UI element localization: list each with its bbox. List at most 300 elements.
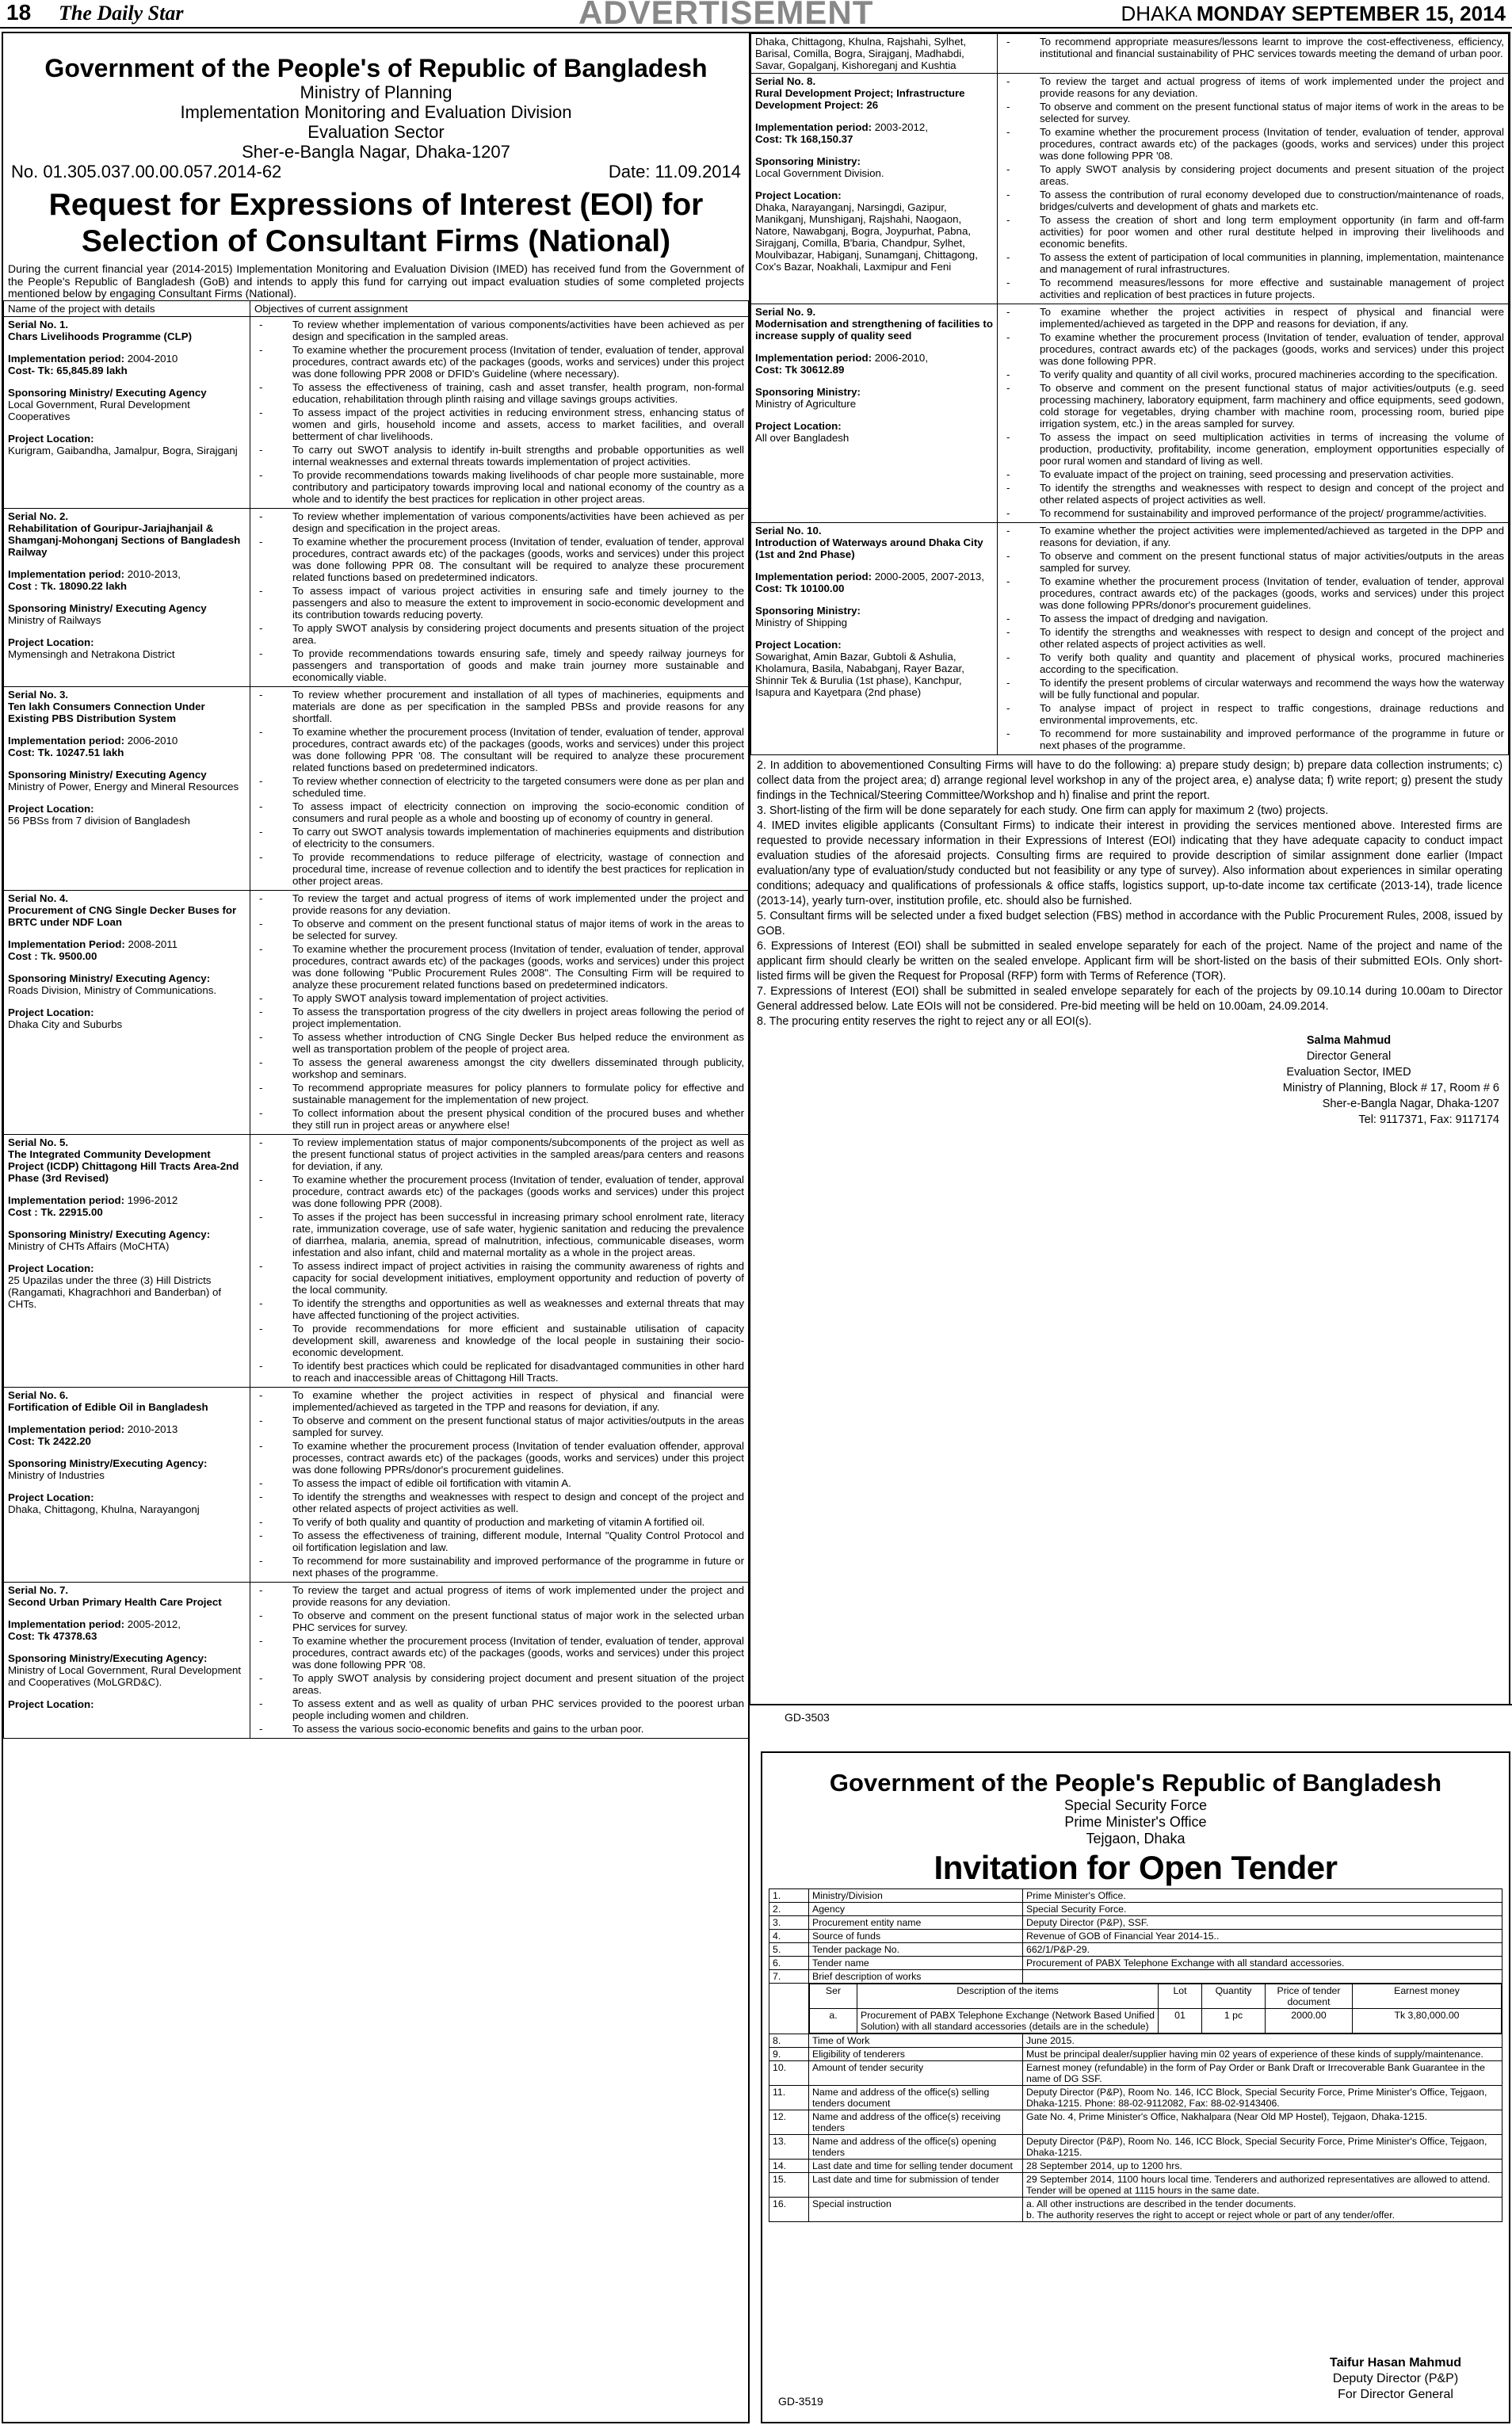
objective-item: - To assess impact of various project activities in ensuring safe and timely journey to the passengers and also to measure the extent to improvement in socio-economic development and its contribution towards reducing poverty.	[254, 585, 744, 621]
objectives-list	[254, 1584, 744, 1735]
objective-item: - To examine whether the project activities in respect of physical and financial were implemented/achieved as targeted in the DPP and reasons for deviation, if any.	[1002, 306, 1504, 330]
project-details	[4, 1582, 250, 1738]
table-row	[4, 316, 749, 508]
tender-row-number: 4.	[769, 1930, 809, 1943]
objective-item: - To examine whether the procurement process (Invitation of tender, evaluation of tender, approval procedures, contract awards etc) of the packages (goods, works and services) under this project was done following PPR '08. The consultant will be required to analyze these procurement related functions based on predetermined indicators.	[254, 726, 744, 773]
objective-item: - To apply SWOT analysis by considering project documents and present situation of the project areas.	[1002, 163, 1504, 187]
table-row	[751, 523, 1509, 755]
signatory-title: Director General	[1306, 1050, 1392, 1063]
objective-item: - To identify the strengths and weaknesses with respect to design and concept of the project and other related aspects of project activities as well.	[254, 1491, 744, 1514]
project-period: 2003-2012,	[874, 121, 929, 133]
tender-row	[769, 2198, 1502, 2222]
objective-item: - To provide recommendations towards ensuring safe, timely and speedy railway journeys for passengers and transportation of goods and make train journey more sustainable and economically viable.	[254, 647, 744, 683]
sponsoring-ministry: Local Government Division.	[755, 167, 884, 179]
table-row	[751, 34, 1509, 74]
location-label: Project Location:	[8, 1006, 94, 1018]
tender-row	[769, 1903, 1502, 1916]
objective-item: - To identify the present problems of circular waterways and recommend the ways how the waterway will be fully functional and popular.	[1002, 677, 1504, 701]
tender-table	[769, 1888, 1502, 2222]
tender-items-header	[810, 1984, 1502, 2009]
table-row	[4, 686, 749, 890]
sponsoring-ministry: Roads Division, Ministry of Communications.	[8, 983, 217, 996]
project-period: 1996-2012	[127, 1193, 178, 1206]
project-serial: Serial No. 8.	[755, 75, 816, 87]
period-label: Implementation Period:	[8, 938, 125, 950]
project-name: Chars Livelihoods Programme (CLP)	[8, 330, 193, 342]
eoi-title	[3, 187, 749, 260]
project-name: Rehabilitation of Gouripur-Jariajhanjail & Shamganj-Mohonganj Sections of Bangladesh Railway	[8, 521, 241, 558]
project-name: Ten lakh Consumers Connection Under Existing PBS Distribution System	[8, 700, 205, 724]
tender-row-number: 7.	[769, 1970, 809, 1984]
objective-item: - To assess indirect impact of project activities in raising the community awareness of rights and capacity for social development initiatives, employment opportunity and reduction of poverty of the local community.	[254, 1260, 744, 1296]
project-location: Dhaka, Narayanganj, Narsingdi, Gazipur, Manikganj, Munshiganj, Rajshahi, Naogaon, Natore, Nawabganj, Bogra, Joypurhat, Pabna, Sirajganj, Comilla, B'baria, Chandpur, Sylhet, Moulvibazar, Habiganj, Sunamganj, Chittagong, Cox's Bazar, Noakhali, Laxmipur and Feni	[755, 201, 978, 273]
location-label: Project Location:	[755, 639, 842, 651]
objective-item: - To review whether connection of electricity to the targeted consumers were done as per plan and scheduled time.	[254, 775, 744, 799]
tender-row-number: 15.	[769, 2173, 809, 2198]
objective-item: - To review whether implementation of various components/activities have been achieved as per design and specification in the project areas.	[254, 510, 744, 534]
project-cost: Cost: Tk 2422.20	[8, 1434, 91, 1447]
project-serial: Serial No. 6.	[8, 1388, 69, 1401]
objective-item: - To observe and comment on the present functional status of major work in the selected urban PHC services for survey.	[254, 1610, 744, 1633]
objective-item: - To examine whether the procurement process (Invitation of tender, evaluation of tender, approval procedures, contract awards etc) of the packages (goods, works and services) under this project was done following PPR '08.	[254, 1635, 744, 1671]
period-label: Implementation period:	[8, 1423, 125, 1435]
memo-date: Date: 11.09.2014	[608, 162, 742, 181]
tender-row-number: 13.	[769, 2135, 809, 2160]
tender-item-row	[810, 2009, 1502, 2034]
sponsoring-ministry: Ministry of Local Government, Rural Development and Cooperatives (MoLGRD&C).	[8, 1663, 242, 1688]
items-header-cell: Earnest money	[1353, 1984, 1502, 2009]
objective-item: - To recommend measures/lessons for more effective and sustainable management of project activities and replication of best practices in future projects.	[1002, 277, 1504, 300]
tender-row	[769, 2086, 1502, 2110]
tender-row-number: 9.	[769, 2048, 809, 2061]
header-objectives: Objectives of current assignment	[250, 300, 749, 316]
objective-item: - To examine whether the project activities were implemented/achieved as targeted in the DPP and reasons for deviation, if any.	[1002, 525, 1504, 548]
eoi-note: 2. In addition to abovementioned Consulting Firms will have to do the following: a) prepare study design; b) prepare data collection instruments; c) collect data from the project area; d) arrange regional level workshop in any of the project area, e) analyse data; f) write report; g) present the study findings in the Technical/Steering Committee/Workshop and h) finalise and print the report.	[757, 759, 1502, 802]
project-serial: Serial No. 5.	[8, 1136, 69, 1148]
tender-place: Tejgaon, Dhaka	[1086, 1831, 1186, 1846]
objectives-list	[1002, 525, 1504, 751]
tender-row-value: Deputy Director (P&P), SSF.	[1023, 1916, 1502, 1930]
tender-row-label: Time of Work	[809, 2034, 1023, 2048]
project-name: Second Urban Primary Health Care Project	[8, 1595, 222, 1608]
project-cost: Cost : Tk. 18090.22 lakh	[8, 579, 128, 592]
objective-item: - To identify best practices which could be replicated for disadvantaged communities in other hard to reach and inaccessible areas of Chittagong Hill Tracts.	[254, 1360, 744, 1384]
period-label: Implementation period:	[755, 121, 872, 133]
project-7-location-cont: Dhaka, Chittagong, Khulna, Rajshahi, Sylhet, Barisal, Comilla, Bogra, Sirajganj, Madhabdi, Savar, Gopalganj, Kishoreganj and Kushtia	[755, 36, 967, 71]
item-ser: a.	[810, 2009, 857, 2034]
tender-row-label: Source of funds	[809, 1930, 1023, 1943]
objective-item: - To assess the creation of short and long term employment opportunity (in farm and off-farm activities) for poor women and other rural destitute helped in improving their livelihoods and economic benefits.	[1002, 214, 1504, 250]
project-details	[4, 1134, 250, 1387]
sponsoring-ministry: Local Government, Rural Development Cooperatives	[8, 398, 190, 422]
objective-item: - To observe and comment on the present functional status of major activities/outputs in the areas sampled for survey.	[1002, 550, 1504, 574]
objective-item: - To recommend for more sustainability and improved performance of the programme in future or next phases of the programme.	[1002, 728, 1504, 751]
objective-item: - To review whether implementation of various components/activities have been achieved as per design and specification in the sampled areas.	[254, 319, 744, 342]
objectives-list	[254, 689, 744, 887]
project-7-continued	[751, 34, 998, 74]
period-label: Implementation period:	[8, 734, 125, 747]
project-cost: Cost: Tk 30612.89	[755, 364, 845, 376]
project-details	[751, 523, 998, 755]
project-cost: Cost: Tk 10100.00	[755, 582, 845, 594]
tender-row-value: Prime Minister's Office.	[1023, 1889, 1502, 1903]
project-objectives	[250, 890, 749, 1134]
header-project: Name of the project with details	[4, 300, 250, 316]
tender-row-value: Special Security Force.	[1023, 1903, 1502, 1916]
eoi-note: 4. IMED invites eligible applicants (Consultant Firms) to indicate their interest in providing the services mentioned above. Interested firms are requested to provide necessary information in their Expressions of Interest (EOI) indicating that they have adequate capacity to conduct impact evaluation studies of the aforesaid projects. Consulting firms are required to provide description of similar assignment done earlier (Impact evaluation/any type of evaluation/study conducted but not feasibility or any type of survey). Also information about experiences in similar operating conditions; adequacy and qualifications of professionals & office staffs, logistics support, up-to-date income tax certificate (2013-14), trade licence (2013-14), yearly turn-over, institution profile, etc. should also be furnished.	[757, 819, 1502, 907]
project-details	[751, 304, 998, 523]
eoi-note: 8. The procuring entity reserves the right to reject any or all EOI(s).	[757, 1015, 1092, 1028]
signatory-tel: Tel: 9117371, Fax: 9117174	[1358, 1113, 1499, 1126]
eoi-note: 3. Short-listing of the firm will be done separately for each study. One firm can apply for maximum 2 (two) projects.	[757, 804, 1329, 817]
objectives-list	[254, 1389, 744, 1579]
tender-row-label: Procurement entity name	[809, 1916, 1023, 1930]
signatory-office: Evaluation Sector, IMED	[1286, 1066, 1411, 1079]
objective-item: - To assess the transportation progress of the city dwellers in project areas following the period of project implementation.	[254, 1006, 744, 1029]
location-label: Project Location:	[8, 1698, 94, 1710]
tender-row-number: 5.	[769, 1943, 809, 1957]
project-name: Introduction of Waterways around Dhaka City (1st and 2nd Phase)	[755, 537, 983, 560]
objective-item: - To review whether procurement and installation of all types of machineries, equipments and materials are done as per specification in the sampled PBSs and provide reasons for any shortfall.	[254, 689, 744, 724]
items-header-cell: Quantity	[1202, 1984, 1266, 2009]
eoi-left-side-border	[2, 1704, 3, 2423]
project-7-objectives-cont	[998, 34, 1509, 74]
project-cost: Cost: Tk. 10247.51 lakh	[8, 746, 124, 758]
tender-row-label: Brief description of works	[809, 1970, 1023, 1984]
project-objectives	[250, 686, 749, 890]
ministry-label: Sponsoring Ministry/Executing Agency:	[8, 1457, 208, 1469]
objective-item: - To provide recommendations for more efficient and sustainable utilisation of capacity development skill, awareness and knowledge of the local people in sustaining their socio-economic development.	[254, 1323, 744, 1358]
tender-row	[769, 1943, 1502, 1957]
objectives-list	[254, 892, 744, 1131]
project-period: 2010-2013	[127, 1423, 178, 1435]
project-location: Kurigram, Gaibandha, Jamalpur, Bogra, Sirajganj	[8, 444, 238, 456]
objective-item: - To carry out SWOT analysis towards implementation of machineries equipments and distribution of electricity to the consumers.	[254, 826, 744, 850]
tender-row	[769, 2110, 1502, 2135]
eoi-left-bottom-border	[2, 2422, 750, 2423]
table-row	[4, 1582, 749, 1738]
table-row	[4, 1387, 749, 1582]
eoi-signatory	[750, 1033, 1509, 1128]
tender-row-value: 28 September 2014, up to 1200 hrs.	[1023, 2160, 1502, 2173]
tender-row-value: 29 September 2014, 1100 hours local time. Tenderers and authorized representatives are allowed to attend. Tender will be opened at 1115 hours in the same date.	[1023, 2173, 1502, 2198]
item-lot: 01	[1159, 2009, 1202, 2034]
period-label: Implementation period:	[755, 352, 872, 364]
objective-item: - To examine whether the procurement process (Invitation of tender, evaluation of tender, approval procedure, contract awards etc) of the packages (goods works and services) under this project was done following PPR (2008).	[254, 1174, 744, 1209]
objective-item: - To asses if the project has been successful in increasing primary school enrolment rate, literacy rate, immunization coverage, use of safe water, hygienic sanitation and reducing the prevalence of diarrhea, malaria, anemia, spread of malnutrition, infectious, communicable diseases, worm infestation and also infant, child and maternal mortality as a whole in the project areas.	[254, 1211, 744, 1258]
project-serial: Serial No. 3.	[8, 688, 69, 701]
project-objectives	[250, 1134, 749, 1387]
objectives-list	[254, 510, 744, 683]
eoi-title-line-2: Selection of Consultant Firms (National)	[81, 224, 671, 258]
newspaper-name: The Daily Star	[59, 2, 184, 25]
objective-item: - To identify the strengths and weaknesses with respect to design and concept of the project and other related aspects of project activities as well.	[1002, 482, 1504, 506]
project-location: Dhaka City and Suburbs	[8, 1018, 123, 1030]
project-name: Rural Development Project; Infrastructure Development Project: 26	[755, 87, 965, 111]
tender-row-label: Last date and time for selling tender document	[809, 2160, 1023, 2173]
period-label: Implementation period:	[8, 567, 125, 580]
tender-row-value: Earnest money (refundable) in the form of Pay Order or Bank Draft or Irrecoverable Bank Guarantee in the name of DG SSF.	[1023, 2061, 1502, 2086]
tender-row-number: 14.	[769, 2160, 809, 2173]
location-label: Project Location:	[755, 420, 842, 432]
tender-row-number: 2.	[769, 1903, 809, 1916]
tender-row-value: Gate No. 4, Prime Minister's Office, Nakhalpara (Near Old MP Hostel), Tejgaon, Dhaka-1215.	[1023, 2110, 1502, 2135]
eoi-advertisement	[2, 32, 1510, 1735]
objective-item: - To apply SWOT analysis toward implementation of project activities.	[254, 992, 744, 1004]
tender-force: Special Security Force	[1063, 1797, 1208, 1813]
tender-row-number: 12.	[769, 2110, 809, 2135]
tender-row-number: 8.	[769, 2034, 809, 2048]
objective-item: - To assess the impact on seed multiplication activities in terms of increasing the volume of production, productivity, profitability, income generation, employment opportunities especially of poor rural women and standard of living as well.	[1002, 431, 1504, 467]
tender-signatory-name: Taifur Hasan Mahmud	[1330, 2356, 1461, 2370]
location-label: Project Location:	[8, 432, 94, 445]
objective-item: - To assess the contribution of rural economy developed due to construction/maintenance of roads, bridges/culverts and development of ghats and markets etc.	[1002, 189, 1504, 212]
tender-row	[769, 1889, 1502, 1903]
objective-item: - To collect information about the present physical condition of the procured buses and whether they still run in project areas or anywhere else!	[254, 1107, 744, 1131]
sector-name: Evaluation Sector	[307, 122, 445, 142]
tender-row-value: June 2015.	[1023, 2034, 1502, 2048]
eoi-note: 6. Expressions of Interest (EOI) shall be submitted in sealed envelope separately for each of the project. Name of the project and name of the applicant firm should clearly be written on the sealed envelope. Applicant firm will be short-listed on the basis of their submitted EOIs. Only short-listed firms will be given the Request for Proposal (RFP) form with Terms of Reference (TOR).	[757, 940, 1502, 983]
period-label: Implementation period:	[8, 1193, 125, 1206]
tender-office: Prime Minister's Office	[1064, 1814, 1207, 1830]
issue-date: DHAKA MONDAY SEPTEMBER 15, 2014	[1121, 2, 1506, 25]
location-label: Project Location:	[8, 802, 94, 815]
objective-item: - To recommend appropriate measures for policy planners to formulate policy for effective and sustainable management for the implementation of new project.	[254, 1082, 744, 1106]
project-objectives	[250, 1387, 749, 1582]
location-label: Project Location:	[8, 1262, 94, 1274]
objective-item: - To recommend for sustainability and improved performance of the project/ programme/activities.	[1002, 507, 1504, 519]
objective-item: - To assess the effectiveness of training, different module, Internal "Quality Control Protocol and oil fortification legislation and law.	[254, 1529, 744, 1553]
projects-table-right	[750, 33, 1509, 755]
tender-row	[769, 1970, 1502, 1984]
objective-item: - To examine whether the project activities in respect of physical and financial were implemented/achieved as targeted in the TPP and reasons for deviation, if any.	[254, 1389, 744, 1413]
tender-row-number: 11.	[769, 2086, 809, 2110]
project-serial: Serial No. 4.	[8, 892, 69, 904]
signatory-ministry: Ministry of Planning, Block # 17, Room # 6	[1282, 1082, 1499, 1094]
objective-item: - To assess the general awareness amongst the city dwellers disseminated through publicity, workshop and seminars.	[254, 1056, 744, 1080]
ministry-label: Sponsoring Ministry/ Executing Agency:	[8, 1228, 211, 1240]
objective-item: - To assess extent and as well as quality of urban PHC services provided to the poorest urban people including women and children.	[254, 1698, 744, 1721]
tender-row-value: Deputy Director (P&P), Room No. 146, ICC Block, Special Security Force, Prime Minister's Office, Tejgaon, Dhaka-1215. Phone: 88-02-9112082, Fax: 88-02-9143406.	[1023, 2086, 1502, 2110]
project-objectives	[998, 523, 1509, 755]
tender-signatory	[1330, 2355, 1461, 2403]
project-serial: Serial No. 9.	[755, 306, 816, 318]
project-objectives	[250, 508, 749, 686]
project-location: 25 Upazilas under the three (3) Hill Districts (Rangamati, Khagrachhori and Banderban) of CHTs.	[8, 1274, 222, 1310]
project-details	[4, 316, 250, 508]
project-objectives	[250, 316, 749, 508]
sponsoring-ministry: Ministry of Power, Energy and Mineral Resources	[8, 780, 239, 792]
eoi-intro: During the current financial year (2014-2015) Implementation Monitoring and Evaluation Division (IMED) has received fund from the Government of the People's Republic of Bangladesh (GoB) and intends to apply this fund for carrying out impact evaluation studies of some completed projects mentioned below by engaging Consultant Firms (National).	[8, 262, 745, 300]
objective-item: - To evaluate impact of the project on training, seed processing and preservation activities.	[1002, 468, 1504, 480]
projects-table-left	[3, 300, 749, 1739]
objective-item: - To verify of both quality and quantity of production and marketing of vitamin A fortified oil.	[254, 1516, 744, 1528]
objective-item: - To examine whether the procurement process (Invitation of tender, evaluation of tender, approval procedures, contract awards etc) of the packages (goods, works and services) under this project was done following "Public Procurement Rules 2008". The Consulting Firm will be required to analyze these procurement related functions based on predetermined indicators.	[254, 943, 744, 991]
item-price: 2000.00	[1266, 2009, 1353, 2034]
objective-item: - To examine whether the procurement process (Invitation of tender, evaluation of tender, approval procedures, contract awards etc) of the packages (goods, works and services) under this project was done following PPRs/donor's procurement guidelines.	[1002, 575, 1504, 611]
tender-row-value: Must be principal dealer/supplier having min 02 years of experience of these kinds of supply/maintenance.	[1023, 2048, 1502, 2061]
project-details	[4, 686, 250, 890]
ministry-label: Sponsoring Ministry/ Executing Agency	[8, 601, 207, 614]
project-location: Dhaka, Chittagong, Khulna, Narayangonj	[8, 1503, 200, 1515]
objective-item: - To assess impact of the project activities in reducing environment stress, enhancing status of women and girls, household income and assets, access to market facilities, and overall betterment of char livelihoods.	[254, 407, 744, 442]
tender-code: GD-3519	[778, 2395, 823, 2408]
sponsoring-ministry: Ministry of Shipping	[755, 617, 848, 628]
project-serial: Serial No. 2.	[8, 510, 69, 522]
tender-row-label: Tender name	[809, 1957, 1023, 1970]
table-header-row	[4, 300, 749, 316]
project-location: All over Bangladesh	[755, 432, 850, 444]
project-period: 2006-2010	[127, 734, 178, 747]
objective-item: - To review implementation status of major components/subcomponents of the project as well as the present functional status of project activities in the sampled areas/para centers and reasons for deviation, if any.	[254, 1136, 744, 1172]
tender-row	[769, 1916, 1502, 1930]
tender-row-label: Special instruction	[809, 2198, 1023, 2222]
project-objectives	[998, 74, 1509, 304]
objective-item: - To recommend for more sustainability and improved performance of the programme in future or next phases of the programme.	[254, 1555, 744, 1579]
sponsoring-ministry: Ministry of Railways	[8, 613, 101, 626]
tender-row-value: a. All other instructions are described in the tender documents. b. The authority reserves the right to accept or reject whole or part of any tender/offer.	[1023, 2198, 1502, 2222]
table-row	[4, 508, 749, 686]
objective-item: - To verify both quality and quantity and placement of physical works, procured machineries according to the specification.	[1002, 651, 1504, 675]
tender-row-number: 16.	[769, 2198, 809, 2222]
page-number: 18	[6, 0, 32, 25]
eoi-notes	[750, 755, 1509, 1033]
project-cost: Cost: Tk 168,150.37	[755, 133, 853, 145]
ministry-label: Sponsoring Ministry:	[755, 605, 861, 617]
objective-item: - To carry out SWOT analysis to identify in-built strengths and probable opportunities as well internal weaknesses and external threats towards implementation of project activities.	[254, 444, 744, 468]
location-label: Project Location:	[8, 1491, 94, 1503]
tender-row-label: Agency	[809, 1903, 1023, 1916]
table-row	[4, 1134, 749, 1387]
objective-item: - To assess the effectiveness of training, cash and asset transfer, health program, non-formal education, rehabilitation through plinth raising and village savings groups activities.	[254, 381, 744, 405]
tender-row-label: Name and address of the office(s) opening tenders	[809, 2135, 1023, 2160]
division-name: Implementation Monitoring and Evaluation Division	[180, 102, 572, 122]
ministry-label: Sponsoring Ministry:	[755, 155, 861, 167]
sponsoring-ministry: Ministry of CHTs Affairs (MoCHTA)	[8, 1239, 170, 1252]
tender-row	[769, 2173, 1502, 2198]
tender-row-number: 10.	[769, 2061, 809, 2086]
project-objectives	[250, 1582, 749, 1738]
objective-item: - To review the target and actual progress of items of work implemented under the project and provide reasons for any deviation.	[254, 1584, 744, 1608]
objectives-list	[1002, 75, 1504, 300]
project-details	[4, 1387, 250, 1582]
location-label: Project Location:	[755, 189, 842, 201]
tender-row	[769, 2160, 1502, 2173]
objective-item: - To apply SWOT analysis by considering project document and present situation of the project areas.	[254, 1672, 744, 1696]
tender-row	[769, 2135, 1502, 2160]
tender-advertisement	[761, 1751, 1510, 2423]
table-row	[4, 890, 749, 1134]
tender-row-value: Deputy Director (P&P), Room No. 146, ICC Block, Special Security Force, Prime Minister's Office, Tejgaon, Dhaka-1215.	[1023, 2135, 1502, 2160]
objective-item: - To provide recommendations to reduce pilferage of electricity, wastage of connection and procedural time, increase of revenue collection and to identify the best practices for replication in other project areas.	[254, 851, 744, 887]
project-cost: Cost- Tk: 65,845.89 lakh	[8, 364, 128, 376]
period-label: Implementation period:	[755, 571, 872, 582]
objective-item: - To review the target and actual progress of items of work implemented under the project and provide reasons for any deviation.	[1002, 75, 1504, 99]
eoi-bottom-border	[750, 1704, 1512, 1705]
government-name: Government of the People's of Republic of Bangladesh	[44, 54, 708, 82]
objective-item: - To assess the various socio-economic benefits and gains to the urban poor.	[254, 1723, 744, 1735]
project-serial: Serial No. 1.	[8, 318, 69, 330]
tender-row-label: Amount of tender security	[809, 2061, 1023, 2086]
item-earnest: Tk 3,80,000.00	[1353, 2009, 1502, 2034]
objective-item: - To assess whether introduction of CNG Single Decker Bus helped reduce the environment as well as transportation problem of the people of project area.	[254, 1031, 744, 1055]
page-masthead	[0, 0, 1512, 29]
tender-row-value: 662/1/P&P-29.	[1023, 1943, 1502, 1957]
objective-item: - To apply SWOT analysis by considering project documents and presents situation of the project area.	[254, 622, 744, 646]
tender-row	[769, 1957, 1502, 1970]
sponsoring-ministry: Ministry of Industries	[8, 1468, 105, 1481]
tender-row	[769, 2034, 1502, 2048]
table-row	[751, 74, 1509, 304]
project-details	[4, 508, 250, 686]
objective-item: - To assess the impact of edible oil fortification with vitamin A.	[254, 1477, 744, 1489]
objective-item: - To examine whether the procurement process (Invitation of tender, evaluation of tender, approval procedures, contract awards etc) of the packages (goods, works and services) under this project was done following PPR 08. The consultant will be required to analyze these procurement related functions based on predetermined indicators.	[254, 536, 744, 583]
tender-row	[769, 2061, 1502, 2086]
eoi-divider-border	[748, 1704, 750, 2423]
tender-row-label: Last date and time for submission of tender	[809, 2173, 1023, 2198]
objective-item: - To review the target and actual progress of items of work implemented under the project and provide reasons for any deviation.	[254, 892, 744, 916]
project-objectives	[998, 304, 1509, 523]
objectives-list	[254, 319, 744, 505]
ministry-label: Sponsoring Ministry/ Executing Agency	[8, 386, 207, 399]
project-name: Fortification of Edible Oil in Bangladesh	[8, 1400, 208, 1413]
signatory-address: Sher-e-Bangla Nagar, Dhaka-1207	[1322, 1098, 1499, 1110]
tender-row-number: 6.	[769, 1957, 809, 1970]
objective-item: - To assess the impact of dredging and navigation.	[1002, 613, 1504, 624]
project-serial: Serial No. 7.	[8, 1583, 69, 1596]
tender-signatory-title: Deputy Director (P&P)	[1332, 2372, 1459, 2385]
objective-item: - To identify the strengths and opportunities as well as weaknesses and external threats that may have affected functioning of the project activities.	[254, 1297, 744, 1321]
project-period: 2006-2010,	[874, 352, 929, 364]
project-location: Sowarighat, Amin Bazar, Gubtoli & Ashulia, Kholamura, Basila, Nababganj, Rayer Bazar, Shinnir Tek & Burulia (1st phase), Kanchpur, Isapura and Kayetpara (2nd phase)	[755, 651, 964, 698]
objective-item: - To assess the extent of participation of local communities in planning, implementation, maintenance and management of rural infrastructures.	[1002, 251, 1504, 275]
period-label: Implementation period:	[8, 1617, 125, 1630]
item-desc: Procurement of PABX Telephone Exchange (Network Based Unified Solution) with all standard accessories (details are in the schedule)	[857, 2009, 1159, 2034]
project-period: 2010-2013,	[127, 567, 181, 580]
project-location: Mymensingh and Netrakona District	[8, 647, 175, 660]
signatory-name: Salma Mahmud	[1306, 1034, 1392, 1047]
project-details	[4, 890, 250, 1134]
tender-row-value	[1023, 1970, 1502, 1984]
tender-government-name: Government of the People's Republic of Bangladesh	[829, 1769, 1442, 1797]
project-cost: Cost : Tk. 9500.00	[8, 949, 97, 962]
eoi-code: GD-3503	[785, 1711, 830, 1724]
objective-item: - To observe and comment on the present functional status of major items of work in the areas to be selected for survey.	[254, 918, 744, 941]
objective-item: - To observe and comment on the present functional status of major activities/outputs in the areas sampled for survey.	[254, 1415, 744, 1438]
ministry-label: Sponsoring Ministry/Executing Agency:	[8, 1652, 208, 1664]
ministry-label: Sponsoring Ministry/ Executing Agency	[8, 768, 207, 781]
tender-row-value: Procurement of PABX Telephone Exchange with all standard accessories.	[1023, 1957, 1502, 1970]
ministry-label: Sponsoring Ministry/ Executing Agency:	[8, 972, 211, 984]
objective-item: - To examine whether the procurement process (Invitation of tender, evaluation of tender, approval procedures, contract awards etc) of the packages (goods, works and services) under this project was done following PPR 2008 or DFID's Guideline (where necessary).	[254, 344, 744, 380]
objective-item: - To analyse impact of project in respect to traffic congestions, drainage reductions and environmental improvements, etc.	[1002, 702, 1504, 726]
objective-item: - To examine whether the procurement process (Invitation of tender, evaluation of tender, approval procedures, contract awards etc) of the packages (goods, works and services) under this project was done following PPR '08.	[1002, 126, 1504, 162]
objective-item: - To observe and comment on the present functional status of major items of work in the areas to be selected for survey.	[1002, 101, 1504, 124]
objective-item: - To recommend appropriate measures/lessons learnt to improve the cost-effectiveness, efficiency, institutional and financial sustainability of PHC services towards meeting the demand of urban poor.	[1002, 36, 1504, 59]
project-name: Modernisation and strengthening of facilities to increase supply of quality seed	[755, 318, 993, 342]
project-serial: Serial No. 10.	[755, 525, 822, 537]
objective-item: - To provide recommendations towards making livelihoods of char people more sustainable, more contributory and participatory towards improving local and national economy of the country as a whole and to identify the best practices for replication in other project areas.	[254, 469, 744, 505]
ministry-label: Sponsoring Ministry:	[755, 386, 861, 398]
objectives-list	[254, 1136, 744, 1384]
eoi-note: 7. Expressions of Interest (EOI) shall be submitted in sealed envelope separately for each of the projects by 09.10.14 during 10.00am to Director General addressed below. Late EOIs will not be considered. Pre-bid meeting will be held on 10.00am, 24.09.2014.	[757, 985, 1502, 1013]
tender-items-table	[809, 1984, 1502, 2034]
project-cost: Cost : Tk. 22915.00	[8, 1205, 103, 1218]
tender-row-label: Tender package No.	[809, 1943, 1023, 1957]
sponsoring-ministry: Ministry of Agriculture	[755, 398, 857, 410]
items-header-cell: Description of the items	[857, 1984, 1159, 2009]
tender-row-value: Revenue of GOB of Financial Year 2014-15..	[1023, 1930, 1502, 1943]
